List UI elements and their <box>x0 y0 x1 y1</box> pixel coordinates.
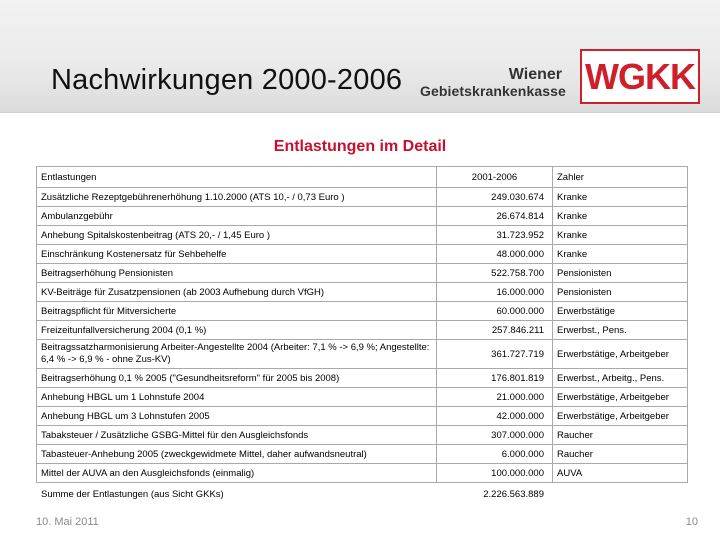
row-amount: 249.030.674 <box>437 188 553 207</box>
table-row <box>37 445 688 464</box>
row-description: Tabasteuer-Anhebung 2005 (zweckgewidmete Mittel, daher aufwandsneutral) <box>37 445 437 464</box>
table-row <box>37 245 688 264</box>
table-row <box>37 283 688 302</box>
row-amount: 21.000.000 <box>437 388 553 407</box>
row-payer: Kranke <box>553 226 688 245</box>
page-number: 10 <box>685 516 698 528</box>
slide-title: Nachwirkungen 2000-2006 <box>51 64 403 96</box>
row-payer: Erwerbstätige, Arbeitgeber <box>553 388 688 407</box>
row-amount: 176.801.819 <box>437 369 553 388</box>
row-payer: Erwerbstätige, Arbeitgeber <box>553 407 688 426</box>
row-amount: 26.674.814 <box>437 207 553 226</box>
row-amount: 361.727.719 <box>437 340 553 369</box>
footer-date: 10. Mai 2011 <box>36 516 99 528</box>
row-description: Beitragssatzharmonisierung Arbeiter-Angestellte 2004 (Arbeiter: 7,1 % -> 6,9 %; Angestellte: 6,4 % -> 6,9 % - ohne Zus-KV) <box>37 340 437 369</box>
total-label: Summe der Entlastungen (aus Sicht GKKs) <box>41 488 224 500</box>
row-amount: 48.000.000 <box>437 245 553 264</box>
logo-wordmark: WGKK <box>585 56 695 97</box>
relief-table <box>36 166 688 506</box>
total-row <box>37 483 688 506</box>
row-amount: 257.846.211 <box>437 321 553 340</box>
row-payer: Kranke <box>553 245 688 264</box>
table-row <box>37 340 688 369</box>
column-header-period: 2001-2006 <box>437 167 553 188</box>
table-row <box>37 264 688 283</box>
row-description: Tabaksteuer / Zusätzliche GSBG-Mittel für den Ausgleichsfonds <box>37 426 437 445</box>
brand-line-2: Gebietskrankenkasse <box>420 83 566 99</box>
row-payer: Pensionisten <box>553 283 688 302</box>
row-description: Ambulanzgebühr <box>37 207 437 226</box>
row-description: Anhebung HBGL um 3 Lohnstufen 2005 <box>37 407 437 426</box>
row-description: Mittel der AUVA an den Ausgleichsfonds (einmalig) <box>37 464 437 483</box>
row-description: Anhebung Spitalskostenbeitrag (ATS 20,- / 1,45 Euro ) <box>37 226 437 245</box>
row-payer: Raucher <box>553 445 688 464</box>
row-amount: 60.000.000 <box>437 302 553 321</box>
row-payer: Erwerbst., Pens. <box>553 321 688 340</box>
row-amount: 42.000.000 <box>437 407 553 426</box>
row-payer: Erwerbstätige <box>553 302 688 321</box>
row-payer: AUVA <box>553 464 688 483</box>
table-row <box>37 426 688 445</box>
table-row <box>37 369 688 388</box>
brand-line-1: Wiener <box>508 66 562 83</box>
row-payer: Erwerbstätige, Arbeitgeber <box>553 340 688 369</box>
total-amount: 2.226.563.889 <box>483 488 544 500</box>
row-description: Beitragserhöhung Pensionisten <box>37 264 437 283</box>
row-description: Beitragspflicht für Mitversicherte <box>37 302 437 321</box>
table-row <box>37 302 688 321</box>
header-divider <box>0 112 720 113</box>
row-amount: 307.000.000 <box>437 426 553 445</box>
column-header-payer: Zahler <box>553 167 688 188</box>
row-payer: Kranke <box>553 188 688 207</box>
row-description: Zusätzliche Rezeptgebührenerhöhung 1.10.2000 (ATS 10,- / 0,73 Euro ) <box>37 188 437 207</box>
wgkk-logo <box>580 49 700 104</box>
total-payer-empty <box>553 483 688 506</box>
row-payer: Pensionisten <box>553 264 688 283</box>
row-amount: 522.758.700 <box>437 264 553 283</box>
row-description: Einschränkung Kostenersatz für Sehbehelfe <box>37 245 437 264</box>
row-amount: 31.723.952 <box>437 226 553 245</box>
table-row <box>37 207 688 226</box>
row-description: Anhebung HBGL um 1 Lohnstufe 2004 <box>37 388 437 407</box>
table-row <box>37 188 688 207</box>
table-row <box>37 321 688 340</box>
brand-name <box>420 66 566 99</box>
row-description: KV-Beiträge für Zusatzpensionen (ab 2003 Aufhebung durch VfGH) <box>37 283 437 302</box>
table-header-row <box>37 167 688 188</box>
row-amount: 16.000.000 <box>437 283 553 302</box>
row-payer: Kranke <box>553 207 688 226</box>
table-row <box>37 388 688 407</box>
table-row <box>37 464 688 483</box>
column-header-relief: Entlastungen <box>37 167 437 188</box>
row-payer: Erwerbst., Arbeitg., Pens. <box>553 369 688 388</box>
row-description: Freizeitunfallversicherung 2004 (0,1 %) <box>37 321 437 340</box>
row-payer: Raucher <box>553 426 688 445</box>
table-row <box>37 407 688 426</box>
row-amount: 6.000.000 <box>437 445 553 464</box>
section-subtitle: Entlastungen im Detail <box>273 138 447 155</box>
table-row <box>37 226 688 245</box>
row-description: Beitragserhöhung 0,1 % 2005 ("Gesundheitsreform" für 2005 bis 2008) <box>37 369 437 388</box>
row-amount: 100.000.000 <box>437 464 553 483</box>
